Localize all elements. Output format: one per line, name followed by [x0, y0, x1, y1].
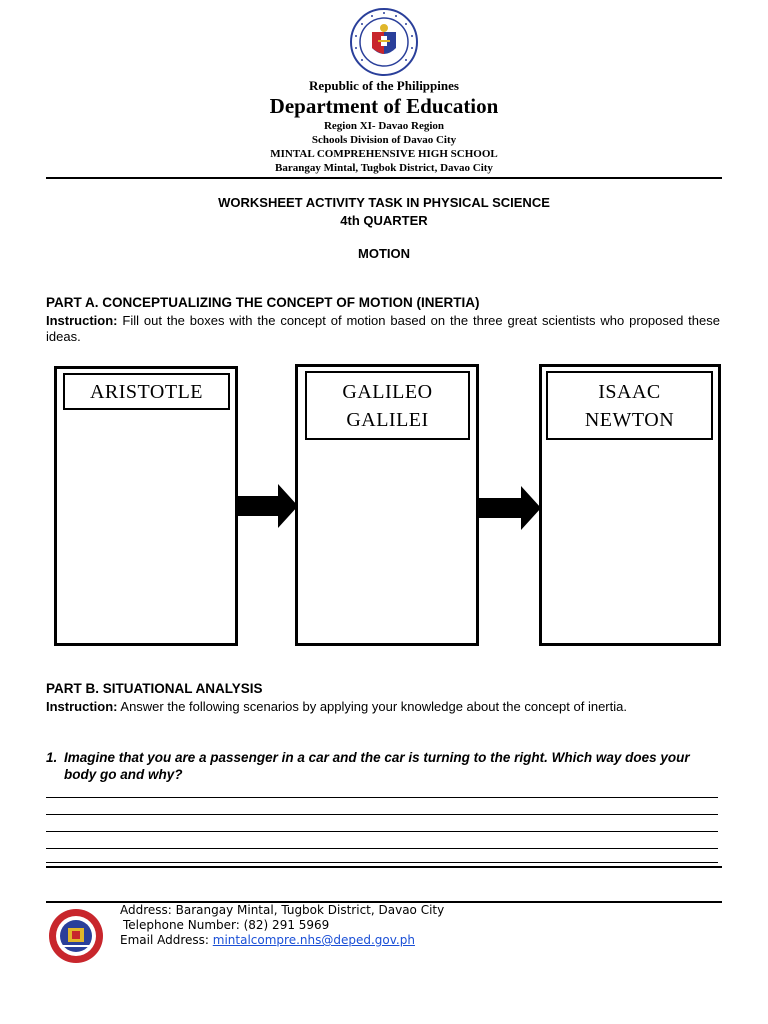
- instruction-text: Fill out the boxes with the concept of motion based on the three great scientists who proposed these ideas.: [46, 313, 720, 344]
- part-b-instruction: [46, 699, 720, 715]
- department-heading: Department of Education: [269, 94, 499, 118]
- school-name: MINTAL COMPREHENSIVE HIGH SCHOOL: [270, 148, 498, 160]
- aristotle-label: [63, 373, 230, 410]
- division-line: Schools Division of Davao City: [311, 134, 457, 146]
- galileo-last-name: GALILEI: [346, 408, 429, 431]
- worksheet-topic: MOTION: [358, 246, 410, 261]
- question-text: Imagine that you are a passenger in a car and the car is turning to the right. Which way does your body go and why?: [64, 750, 690, 782]
- galileo-label: [305, 371, 470, 440]
- email-link[interactable]: mintalcompre.nhs@deped.gov.ph: [212, 933, 415, 947]
- part-a-instruction: [46, 313, 720, 345]
- worksheet-title: WORKSHEET ACTIVITY TASK IN PHYSICAL SCIENCE: [218, 195, 550, 210]
- galileo-name: [342, 378, 432, 434]
- republic-heading: Republic of the Philippines: [309, 78, 459, 93]
- instruction-text: Answer the following scenarios by applying your knowledge about the concept of inertia.: [117, 699, 627, 714]
- answer-line[interactable]: [46, 814, 718, 815]
- answer-line[interactable]: [46, 831, 718, 832]
- part-a-title: PART A. CONCEPTUALIZING THE CONCEPT OF MOTION (INERTIA): [46, 295, 480, 310]
- content-divider: [46, 866, 722, 868]
- question-1: [46, 749, 722, 783]
- region-line: Region XI- Davao Region: [323, 120, 445, 132]
- email-label: Email Address:: [120, 933, 213, 947]
- galileo-first-name: GALILEO: [342, 380, 433, 403]
- header-divider: [46, 177, 722, 179]
- deped-seal-logo: [350, 8, 418, 76]
- newton-first-name: ISAAC: [598, 380, 661, 403]
- right-arrow-icon: [479, 486, 541, 530]
- answer-line[interactable]: [46, 848, 718, 849]
- footer-email: [120, 933, 415, 947]
- instruction-label: Instruction:: [46, 699, 118, 714]
- right-arrow-icon: [238, 484, 298, 528]
- instruction-label: Instruction:: [46, 313, 118, 328]
- newton-last-name: NEWTON: [584, 408, 675, 431]
- question-number: 1.: [46, 750, 58, 765]
- newton-name: [585, 378, 674, 434]
- school-address: Barangay Mintal, Tugbok District, Davao City: [275, 162, 493, 174]
- footer-telephone: Telephone Number: (82) 291 5969: [123, 918, 330, 932]
- answer-line[interactable]: [46, 797, 718, 798]
- aristotle-name: ARISTOTLE: [89, 380, 203, 403]
- school-seal-logo: [48, 908, 104, 964]
- answer-line[interactable]: [46, 862, 718, 863]
- worksheet-quarter: 4th QUARTER: [340, 213, 428, 228]
- footer-address: Address: Barangay Mintal, Tugbok District, Davao City: [120, 903, 445, 917]
- part-b-title: PART B. SITUATIONAL ANALYSIS: [46, 681, 263, 696]
- newton-label: [546, 371, 713, 440]
